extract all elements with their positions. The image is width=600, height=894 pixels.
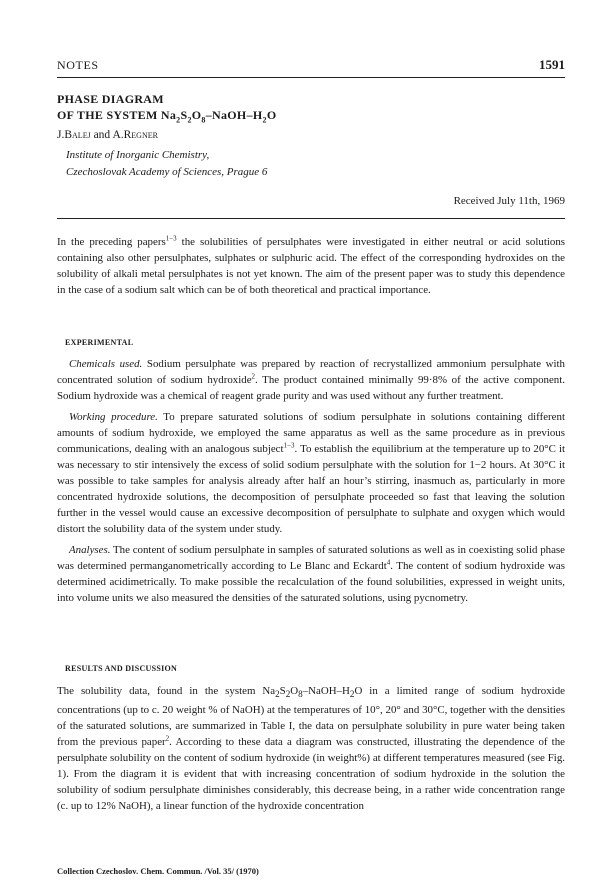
header-rule bbox=[57, 77, 565, 78]
affiliation: Institute of Inorganic Chemistry, Czechoslovak Academy of Sciences, Prague 6 bbox=[66, 149, 268, 178]
author-2-name: Regner bbox=[123, 129, 158, 141]
experimental-heading: EXPERIMENTAL bbox=[65, 338, 134, 347]
journal-footer: Collection Czechoslov. Chem. Commun. /Vol. 35/ (1970) bbox=[57, 866, 259, 876]
page-number: 1591 bbox=[539, 57, 565, 72]
experimental-text bbox=[57, 356, 565, 606]
article-title bbox=[57, 91, 276, 128]
section-rule bbox=[57, 218, 565, 219]
results-paragraph: The solubility data, found in the system $Na_2S_2O_8-NaOH-H_2O$ in a limited range of sodium hydroxide concentrations (up to c. 20 weight % of NaOH) at the temperatures of 10°, 20° and 30°C, together with the densities of the saturated solutions, are summarized in Table I, the data on persulphate solubility in pure water being taken from the previous paper$^2$. According to these data a diagram was constructed, illustrating the dependence of the persulphate solubility on the content of sodium hydroxide (in weight%) at different temperatures measured (see Fig. 1). From the diagram it is evident that with increasing concentration of sodium hydroxide in the solution the solubility of sodium persulphate diminishes considerably, this decrease being, in a rather wide concentration range (c. up to 12% NaOH), a linear function of the hydroxide concentration bbox=[57, 685, 565, 813]
section-label: NOTES bbox=[57, 58, 99, 72]
intro-paragraph: In the preceding papers$^{1-3}$ the solubilities of persulphates were investigated in either neutral or acid solutions containing also other persulphates, sulphates or sulphuric acid. The effect of the corresponding hydroxides on the solubility of alkali metal persulphates is not yet known. The aim of the present paper was to study this dependence in the case of a sodium salt which can be of both theoretical and practical importance. bbox=[57, 234, 565, 296]
authors: J.Balej and A.Regner bbox=[57, 129, 158, 141]
results-heading: RESULTS AND DISCUSSION bbox=[65, 664, 178, 673]
chemicals-paragraph: Chemicals used. Sodium persulphate was prepared by reaction of recrystallized ammonium persulphate with concentrated solution of sodium hydroxide$^2$. The product contained minimally 99·8% of the active component. Sodium hydroxide was a chemical of reagent grade purity and was used without any further treatment. bbox=[57, 358, 566, 402]
journal-page bbox=[57, 0, 565, 894]
analyses-paragraph: Analyses. The content of sodium persulphate in samples of saturated solutions as well as in coexisting solid phase was determined permanganometrically according to Le Blanc and Eckardt$^4$. The content of sodium hydroxide was determined acidimetrically. To make possible the recalculation of the found solubilities, expressed in weight units, into volume units we also measured the densities of the saturated solutions, using pycnometry. bbox=[57, 544, 565, 604]
title-line-1: PHASE DIAGRAM bbox=[57, 92, 164, 106]
running-head bbox=[57, 58, 565, 74]
author-1-name: Balej bbox=[64, 129, 91, 141]
received-date: Received July 11th, 1969 bbox=[453, 195, 565, 207]
title-line-2: OF THE SYSTEM $Na_2S_2O_8-NaOH-H_2O$ bbox=[57, 108, 277, 125]
working-procedure-paragraph: Working procedure. To prepare saturated solutions of sodium persulphate in solutions containing different amounts of sodium hydroxide, we employed the same apparatus as well as the same procedure as in previous communications, dealing with an analogous subject$^{1-3}$. To establish the equilibrium at the temperature up to 20°C it was necessary to stir intensively the excess of solid sodium persulphate with the solution for 1−2 hours. At 30°C it was possible to take samples for analysis already after half an hour’s stirring, inasmuch as, particularly in more concentrated hydroxide solutions, the decomposition of persulphate proceeded so fast that leaving the solution further in the vessel would cause an excessive decomposition of persulphate to sulphate and oxygen which would distort the solubility data of the system under study. bbox=[57, 411, 566, 535]
